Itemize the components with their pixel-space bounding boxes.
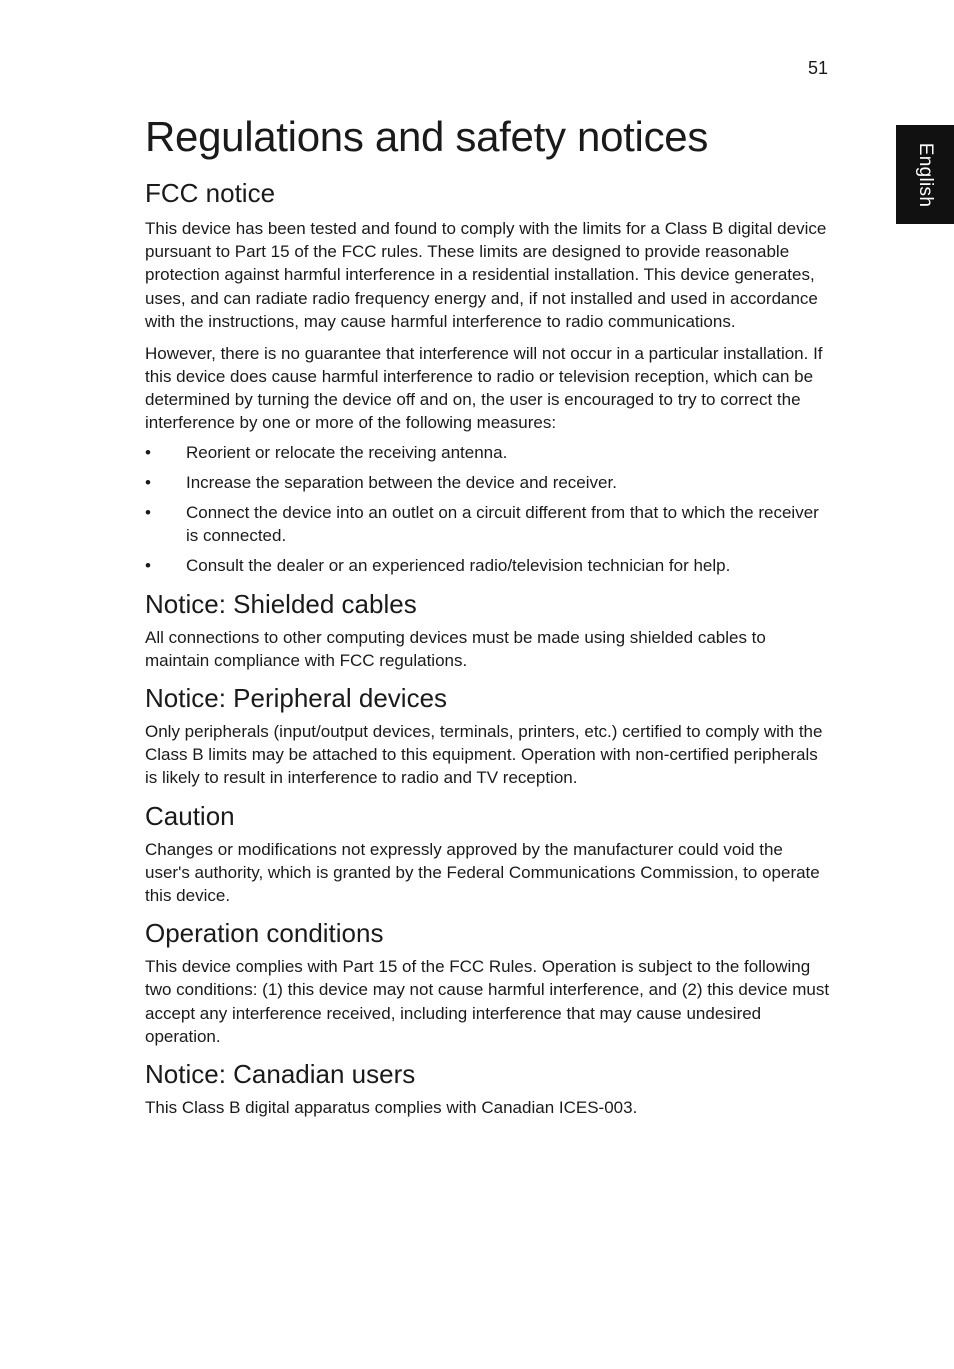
bullet-icon: • [145, 556, 151, 576]
shielded-cables-heading: Notice: Shielded cables [145, 588, 417, 619]
list-item-text: Connect the device into an outlet on a circuit different from that to which the receiver is connected. [186, 503, 819, 546]
canadian-users-heading: Notice: Canadian users [145, 1059, 416, 1090]
caution-paragraph: Changes or modifications not expressly approved by the manufacturer could void the user's authority, which is granted by the Federal Communications Commission, to operate this device. [145, 839, 820, 906]
peripheral-devices-paragraph: Only peripherals (input/output devices, terminals, printers, etc.) certified to comply with the Class B limits may be attached to this equipment. Operation with non-certified peripherals is likely to result in interference to radio and TV reception. [145, 722, 823, 788]
list-item [145, 441, 830, 464]
peripheral-devices-heading: Notice: Peripheral devices [145, 683, 448, 714]
page-title: Regulations and safety notices [145, 113, 709, 160]
language-tab-label: English [915, 142, 936, 207]
fcc-measures-list [145, 441, 830, 577]
bullet-icon: • [145, 503, 151, 523]
list-item [145, 501, 830, 547]
bullet-icon: • [145, 443, 151, 463]
language-tab [896, 125, 954, 224]
list-item-text: Consult the dealer or an experienced radio/television technician for help. [186, 556, 731, 576]
bullet-icon: • [145, 473, 151, 493]
shielded-cables-paragraph: All connections to other computing devices must be made using shielded cables to maintain compliance with FCC regulations. [145, 627, 766, 670]
list-item [145, 554, 830, 577]
caution-heading: Caution [145, 800, 235, 831]
page-content [145, 112, 830, 1119]
canadian-users-paragraph: This Class B digital apparatus complies with Canadian ICES-003. [145, 1098, 638, 1118]
fcc-notice-paragraph-2: However, there is no guarantee that interference will not occur in a particular installation. If this device does cause harmful interference to radio or television reception, which can be determined by turning the device off and on, the user is encouraged to try to correct the interference by one or more of the following measures: [145, 343, 823, 433]
operation-conditions-paragraph: This device complies with Part 15 of the FCC Rules. Operation is subject to the following two conditions: (1) this device may not cause harmful interference, and (2) this device must accept any interference received, including interference that may cause undesired operation. [145, 957, 830, 1046]
fcc-notice-paragraph-1: This device has been tested and found to comply with the limits for a Class B digital device pursuant to Part 15 of the FCC rules. These limits are designed to provide reasonable protection against harmful interference in a residential installation. This device generates, uses, and can radiate radio frequency energy and, if not installed and used in accordance with the instructions, may cause harmful interference to radio communications. [145, 219, 827, 331]
operation-conditions-heading: Operation conditions [145, 918, 384, 949]
fcc-notice-heading: FCC notice [145, 178, 276, 208]
list-item-text: Increase the separation between the device and receiver. [186, 473, 617, 493]
list-item-text: Reorient or relocate the receiving antenna. [186, 443, 508, 463]
list-item [145, 471, 830, 494]
page-number: 51 [807, 58, 828, 78]
